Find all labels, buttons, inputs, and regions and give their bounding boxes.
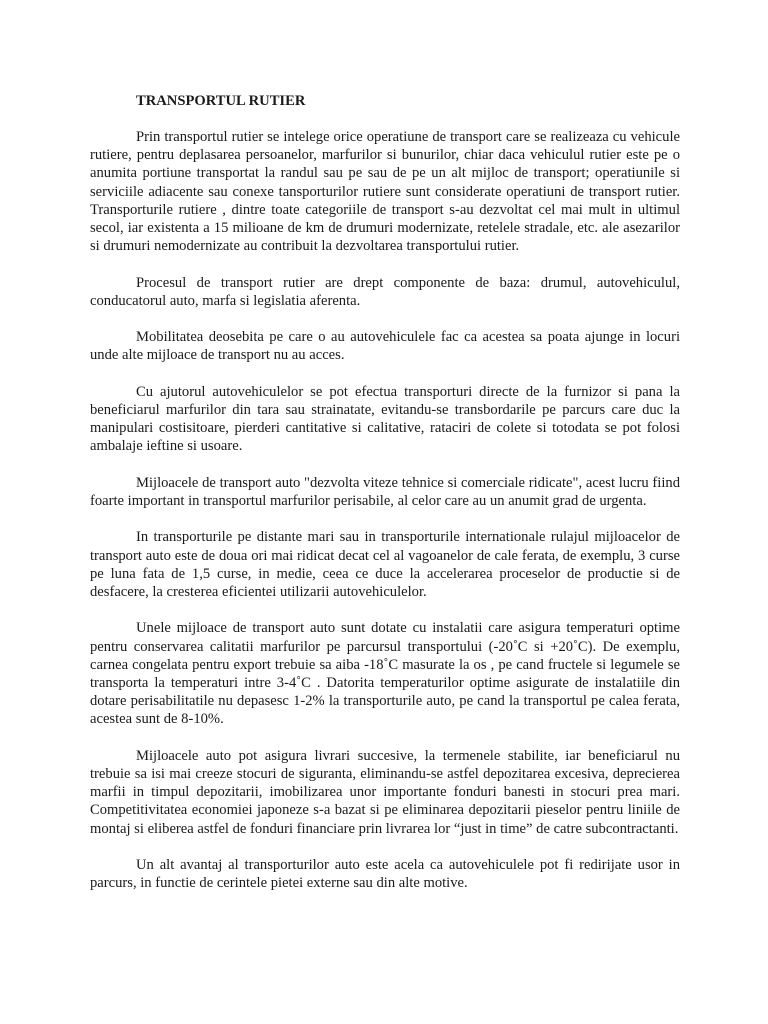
paragraph-redirect: Un alt avantaj al transporturilor auto este acela ca autovehiculele pot fi redirijate usor in parcurs, in functie de cerintele pietei externe sau din alte motive. (90, 857, 680, 892)
paragraph-direct-transport: Cu ajutorul autovehiculelor se pot efectua transporturi directe de la furnizor si pana la beneficiarul marfurilor din tara sau strainatate, evitandu-se transbordarile pe parcurs care duc la manipulari costisitoare, pierderi cantitative si calitative, rataciri de colete si totodata se pot folosi ambalaje ieftine si usoare. (90, 383, 680, 455)
paragraph-speed: Mijloacele de transport auto "dezvolta viteze tehnice si comerciale ridicate", acest lucru fiind foarte important in transportul marfurilor perisabile, al celor care au un anumit grad de urgenta. (90, 474, 680, 509)
paragraph-definition: Prin transportul rutier se intelege orice operatiune de transport care se realizeaza cu vehicule rutiere, pentru deplasarea persoanelor, marfurilor si bunurilor, chiar daca vehiculul rutier este pe o anumita portiune transportat la randul sau pe sau de pe un alt mijloc de transport; operatiunile si serviciile adiacente sau conexe tansporturilor rutiere sunt considerate operatiuni de transport rutier. Transporturile rutiere , dintre toate categoriile de transport s-au dezvoltat cel mai mult in ultimul secol, iar existenta a 15 milioane de km de drumuri modernizate, retelele stradale, etc. ale asezarilor si drumuri nemodernizate au contribuit la dezvoltarea transportului rutier. (90, 129, 680, 255)
paragraph-mobility: Mobilitatea deosebita pe care o au autovehiculele fac ca acestea sa poata ajunge in locuri unde alte mijloace de transport nu au acces. (90, 329, 680, 364)
paragraph-components: Procesul de transport rutier are drept componente de baza: drumul, autovehiculul, conducatorul auto, marfa si legislatia aferenta. (90, 274, 680, 309)
paragraph-deliveries: Mijloacele auto pot asigura livrari succesive, la termenele stabilite, iar beneficiarul nu trebuie sa isi mai creeze stocuri de siguranta, eliminandu-se astfel depozitarea excesiva, deprecierea marfii in timpul depozitarii, imobilizarea unor importante fonduri banesti in stocuri prea mari. Competitivitatea economiei japoneze s-a bazat si pe eliminarea depozitarii pieselor pentru liniile de montaj si eliberea astfel de fonduri financiare prin livrarea lor “just in time” de catre subcontractanti. (90, 747, 680, 837)
paragraph-long-distance: In transporturile pe distante mari sau in transporturile internationale rulajul mijloacelor de transport auto este de doua ori mai ridicat decat cel al vagoanelor de cale ferata, de exemplu, 3 curse pe luna fata de 1,5 curse, in medie, ceea ce duce la accelerarea proceselor de productie si de desfacere, la cresterea eficientei utilizarii autovehiculelor. (90, 529, 680, 600)
document-title: TRANSPORTUL RUTIER (136, 93, 306, 109)
paragraph-temperature: Unele mijloace de transport auto sunt dotate cu instalatii care asigura temperaturi optime pentru conservarea calitatii marfurilor pe parcursul transportului (-20˚C si +20˚C). De exemplu, carnea congelata pentru export trebuie sa aiba -18˚C masurate la os , pe cand fructele si legumele se transporta la temperaturi intre 3-4˚C . Datorita temperaturilor optime asigurate de instalatiile din dotare perisabilitatile nu depasesc 1-2% la transporturile auto, pe cand la transportul pe calea ferata, acestea sunt de 8-10%. (90, 620, 680, 728)
